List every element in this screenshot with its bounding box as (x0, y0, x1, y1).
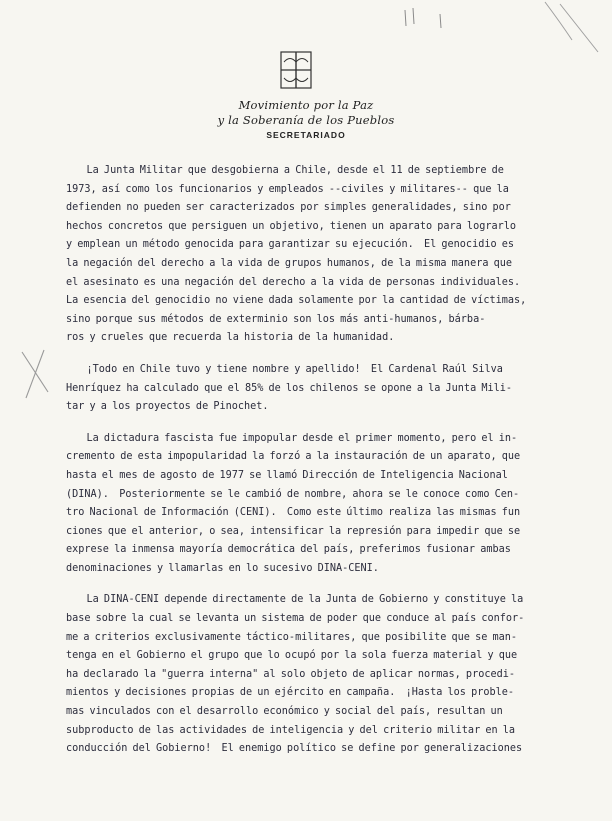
text-line: La Junta Militar que desgobierna a Chile, desde el 11 de septiembre de (66, 165, 504, 176)
text-line: exprese la inmensa mayoría democrática del país, preferimos fusionar ambas (66, 544, 511, 556)
text-line: hechos concretos que persiguen un objetivo, tienen un aparato para lograrlo (66, 220, 517, 232)
paragraph-4 (66, 591, 544, 758)
dove-cross-emblem-icon (279, 50, 313, 90)
paragraph-1 (66, 162, 544, 348)
text-line: La dictadura fascista fue impopular desde el primer momento, pero el in- (66, 432, 518, 444)
text-line: y emplean un método genocida para garantizar su ejecución. El genocidio es (66, 239, 515, 251)
text-line: ha declarado la "guerra interna" al solo objeto de aplicar normas, procedi- (66, 668, 516, 680)
text-line: cremento de esta impopularidad la forzó a la instauración de un aparato, que (66, 451, 521, 463)
text-line: la negación del derecho a la vida de grupos humanos, de la misma manera que (66, 257, 513, 269)
text-line: mas vinculados con el desarrollo económico y social del país, resultan un (66, 706, 503, 718)
pencil-corner-mark (545, 2, 598, 52)
text-line: La DINA-CENI depende directamente de la Junta de Gobierno y constituye la (66, 594, 524, 606)
text-line: sino porque sus métodos de exterminio son los más anti-humanos, bárba- (66, 313, 486, 325)
text-line: mientos y decisiones propias de un ejército en campaña. ¡Hasta los proble- (66, 687, 515, 699)
text-line: Henríquez ha calculado que el 85% de los chilenos se opone a la Junta Mili- (66, 382, 513, 394)
text-line: conducción del Gobierno! El enemigo político se define por generalizaciones (66, 743, 523, 755)
text-line: 1973, así como los funcionarios y empleados --civiles y militares-- que la (66, 183, 509, 195)
document-body (66, 162, 544, 772)
pencil-tick-mark (405, 8, 441, 28)
text-line: defienden no pueden ser caracterizados por simples generalidades, sino por (66, 202, 511, 214)
text-line: La esencia del genocidio no viene dada solamente por la cantidad de víctimas, (66, 295, 527, 307)
text-line: tenga en el Gobierno el grupo que lo ocupó por la sola fuerza material y que (66, 650, 518, 662)
text-line: base sobre la cual se levanta un sistema de poder que conduce al país confor- (66, 613, 525, 625)
text-line: tro Nacional de Información (CENI). Como este último realiza las mismas fun (66, 507, 521, 519)
text-line: ros y crueles que recuerda la historia de la humanidad. (66, 332, 395, 344)
text-line: ciones que el anterior, o sea, intensificar la represión para impedir que se (66, 525, 521, 537)
pencil-cross-mark (22, 350, 48, 398)
text-line: ¡Todo en Chile tuvo y tiene nombre y apellido! El Cardenal Raúl Silva (66, 363, 503, 375)
paragraph-3 (66, 430, 544, 579)
organization-name-line2: y la Soberanía de los Pueblos (217, 113, 395, 127)
text-line: me a criterios exclusivamente táctico-militares, que posibilite que se man- (66, 631, 518, 643)
text-line: subproducto de las actividades de inteligencia y del criterio militar en la (66, 724, 516, 736)
paragraph-2 (66, 361, 544, 417)
text-line: hasta el mes de agosto de 1977 se llamó Dirección de Inteligencia Nacional (66, 469, 508, 481)
text-line: denominaciones y llamarlas en lo sucesivo DINA-CENI. (66, 562, 379, 574)
letterhead (0, 98, 612, 140)
organization-name-line1: Movimiento por la Paz (238, 98, 374, 112)
text-line: tar y a los proyectos de Pinochet. (66, 401, 269, 413)
text-line: (DINA). Posteriormente se le cambió de nombre, ahora se le conoce como Cen- (66, 488, 520, 500)
department-label: SECRETARIADO (266, 130, 346, 140)
text-line: el asesinato es una negación del derecho a la vida de personas individuales. (66, 276, 521, 288)
